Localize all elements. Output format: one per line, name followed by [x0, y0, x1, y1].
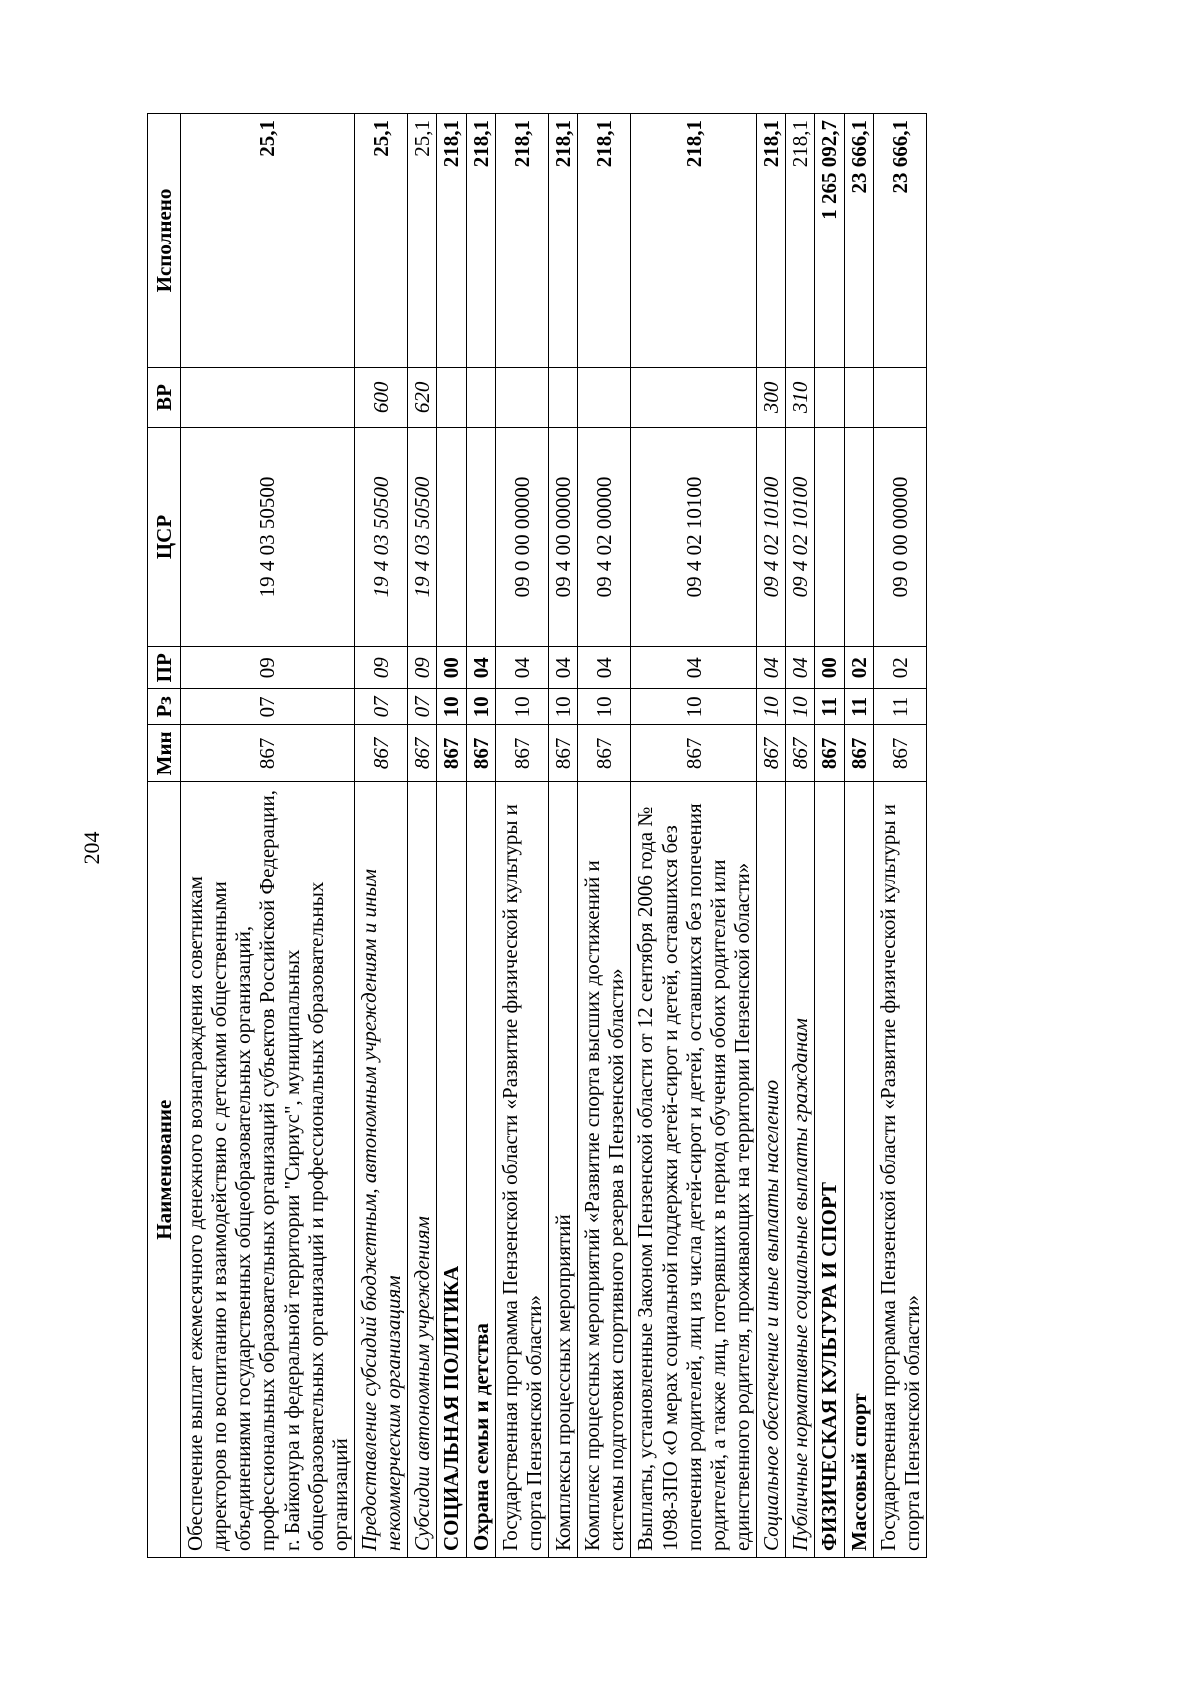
table-row	[181, 114, 355, 1558]
row-rz: 07	[181, 689, 355, 725]
row-sum: 218,1	[786, 114, 815, 368]
budget-table	[147, 113, 927, 1558]
row-min: 867	[408, 725, 437, 782]
row-rz: 07	[354, 689, 407, 725]
row-name: Комплексы процессных мероприятий	[548, 782, 577, 1558]
row-sum: 218,1	[437, 114, 466, 368]
row-pr: 04	[548, 647, 577, 689]
row-rz: 07	[408, 689, 437, 725]
row-vr	[873, 367, 926, 427]
row-rz: 11	[873, 689, 926, 725]
header-name: Наименование	[148, 782, 181, 1558]
page-number: 204	[79, 831, 104, 865]
table-row	[437, 114, 466, 1558]
row-pr: 09	[408, 647, 437, 689]
row-min: 867	[578, 725, 631, 782]
row-csr	[466, 427, 495, 646]
row-min: 867	[844, 725, 873, 782]
row-min: 867	[548, 725, 577, 782]
row-min: 867	[815, 725, 844, 782]
table-row	[757, 114, 786, 1558]
row-vr	[495, 367, 548, 427]
table-row	[631, 114, 757, 1558]
row-pr: 02	[873, 647, 926, 689]
row-min: 867	[181, 725, 355, 782]
table-row	[354, 114, 407, 1558]
row-name: Комплекс процессных мероприятий «Развитие спорта высших достижений и системы подготовки спортивного резерва в Пензенской области»	[578, 782, 631, 1558]
row-vr	[181, 367, 355, 427]
row-sum: 25,1	[354, 114, 407, 368]
table-row	[873, 114, 926, 1558]
row-vr: 300	[757, 367, 786, 427]
row-rz: 10	[578, 689, 631, 725]
row-rz: 11	[844, 689, 873, 725]
row-csr: 19 4 03 50500	[408, 427, 437, 646]
row-sum: 218,1	[466, 114, 495, 368]
row-sum: 25,1	[181, 114, 355, 368]
row-csr: 09 4 00 00000	[548, 427, 577, 646]
row-min: 867	[757, 725, 786, 782]
row-pr: 04	[786, 647, 815, 689]
table-row	[815, 114, 844, 1558]
row-name: Охрана семьи и детства	[466, 782, 495, 1558]
row-csr	[844, 427, 873, 646]
row-rz: 10	[786, 689, 815, 725]
row-csr	[815, 427, 844, 646]
row-name: Субсидии автономным учреждениям	[408, 782, 437, 1558]
header-vr: ВР	[148, 367, 181, 427]
row-pr: 04	[466, 647, 495, 689]
row-min: 867	[495, 725, 548, 782]
row-sum: 218,1	[495, 114, 548, 368]
row-pr: 04	[757, 647, 786, 689]
row-sum: 218,1	[757, 114, 786, 368]
row-rz: 10	[495, 689, 548, 725]
row-min: 867	[437, 725, 466, 782]
row-min: 867	[786, 725, 815, 782]
header-csr: ЦСР	[148, 427, 181, 646]
header-rz: Рз	[148, 689, 181, 725]
row-csr: 09 0 00 00000	[495, 427, 548, 646]
row-pr: 04	[495, 647, 548, 689]
row-name: Предоставление субсидий бюджетным, автономным учреждениям и иным некоммерческим организациям	[354, 782, 407, 1558]
header-min: Мин	[148, 725, 181, 782]
row-name: Государственная программа Пензенской области «Развитие физической культуры и спорта Пензенской области»	[495, 782, 548, 1558]
row-pr: 09	[181, 647, 355, 689]
row-name: Государственная программа Пензенской области «Развитие физической культуры и спорта Пензенской области»	[873, 782, 926, 1558]
row-vr	[578, 367, 631, 427]
row-vr: 310	[786, 367, 815, 427]
table-row	[844, 114, 873, 1558]
row-min: 867	[873, 725, 926, 782]
row-sum: 1 265 092,7	[815, 114, 844, 368]
row-sum: 23 666,1	[873, 114, 926, 368]
row-csr: 19 4 03 50500	[354, 427, 407, 646]
row-name: ФИЗИЧЕСКАЯ КУЛЬТУРА И СПОРТ	[815, 782, 844, 1558]
row-min: 867	[466, 725, 495, 782]
row-sum: 23 666,1	[844, 114, 873, 368]
row-name: Выплаты, установленные Законом Пензенской области от 12 сентября 2006 года № 1098-ЗПО «О мерах социальной поддержки детей-сирот и детей, оставшихся без попечения родителей, лиц из числа детей-сирот и детей, оставшихся без попечения родителей, а также лиц, потерявших в период обучения обоих родителей или единственного родителя, проживающих на территории Пензенской области»	[631, 782, 757, 1558]
row-vr	[466, 367, 495, 427]
row-pr: 02	[844, 647, 873, 689]
row-csr: 09 4 02 10100	[786, 427, 815, 646]
row-rz: 10	[757, 689, 786, 725]
row-name: Массовый спорт	[844, 782, 873, 1558]
row-csr: 09 4 02 10100	[631, 427, 757, 646]
row-csr: 09 4 02 00000	[578, 427, 631, 646]
row-pr: 00	[815, 647, 844, 689]
row-vr	[548, 367, 577, 427]
row-pr: 04	[578, 647, 631, 689]
rotated-table-wrapper	[147, 113, 1002, 1558]
row-sum: 218,1	[631, 114, 757, 368]
row-name: Публичные нормативные социальные выплаты гражданам	[786, 782, 815, 1558]
row-rz: 10	[437, 689, 466, 725]
table-header-row	[148, 114, 181, 1558]
header-sum: Исполнено	[148, 114, 181, 368]
row-vr: 600	[354, 367, 407, 427]
row-sum: 218,1	[548, 114, 577, 368]
row-pr: 04	[631, 647, 757, 689]
row-vr	[631, 367, 757, 427]
table-row	[548, 114, 577, 1558]
row-rz: 11	[815, 689, 844, 725]
table-row	[786, 114, 815, 1558]
row-name: Социальное обеспечение и иные выплаты населению	[757, 782, 786, 1558]
row-name: Обеспечение выплат ежемесячного денежного вознаграждения советникам директоров по воспитанию и взаимодействию с детскими общественными объединениями государственных общеобразовательных организаций, профессиональных образовательных организаций субъектов Российской Федерации, г. Байконура и федеральной территории "Сириус", муниципальных общеобразовательных организаций и профессиональных образовательных организаций	[181, 782, 355, 1558]
row-min: 867	[354, 725, 407, 782]
row-sum: 218,1	[578, 114, 631, 368]
row-csr	[437, 427, 466, 646]
row-sum: 25,1	[408, 114, 437, 368]
row-vr: 620	[408, 367, 437, 427]
row-pr: 00	[437, 647, 466, 689]
table-row	[495, 114, 548, 1558]
header-pr: ПР	[148, 647, 181, 689]
row-csr: 19 4 03 50500	[181, 427, 355, 646]
row-vr	[437, 367, 466, 427]
row-rz: 10	[631, 689, 757, 725]
table-row	[466, 114, 495, 1558]
row-rz: 10	[548, 689, 577, 725]
row-vr	[844, 367, 873, 427]
row-pr: 09	[354, 647, 407, 689]
table-row	[578, 114, 631, 1558]
row-csr: 09 0 00 00000	[873, 427, 926, 646]
row-name: СОЦИАЛЬНАЯ ПОЛИТИКА	[437, 782, 466, 1558]
row-rz: 10	[466, 689, 495, 725]
row-vr	[815, 367, 844, 427]
table-row	[408, 114, 437, 1558]
row-csr: 09 4 02 10100	[757, 427, 786, 646]
row-min: 867	[631, 725, 757, 782]
